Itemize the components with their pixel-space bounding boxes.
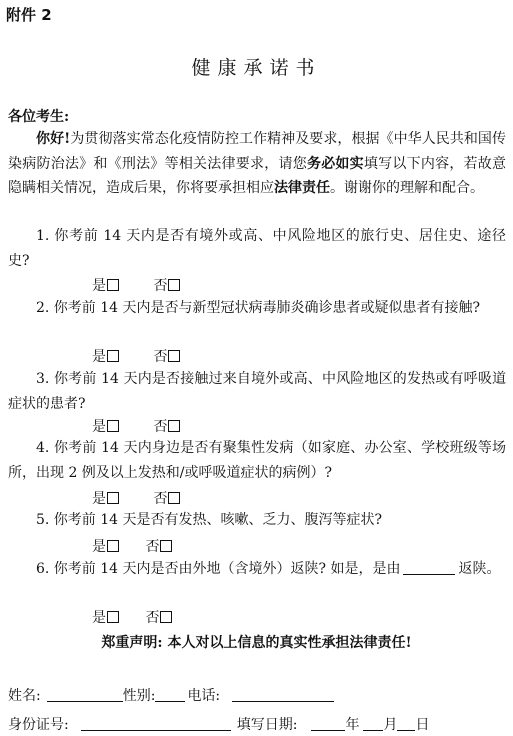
checkbox-icon[interactable] [107, 279, 119, 291]
answer-4-yes[interactable]: 是 [92, 488, 119, 508]
answer-6-no[interactable]: 否 [145, 607, 172, 627]
checkbox-icon[interactable] [168, 279, 180, 291]
answer-1 [92, 275, 180, 295]
answer-4 [92, 488, 180, 508]
answer-2-yes[interactable]: 是 [92, 346, 119, 366]
checkbox-icon[interactable] [168, 350, 180, 362]
question-2-text: 2. 你考前 14 天内是否与新型冠状病毒肺炎确诊患者或疑似患者有接触? [36, 300, 481, 316]
emphasis-legal-liability: 法律责任 [274, 180, 330, 196]
answer-3 [92, 416, 180, 436]
checkbox-icon[interactable] [107, 540, 119, 552]
gender-label: 性别: [122, 688, 156, 704]
year-field[interactable] [311, 716, 345, 731]
form-row-id-date [8, 714, 429, 734]
checkbox-icon[interactable] [168, 492, 180, 504]
question-6 [8, 557, 506, 582]
answer-5-no[interactable]: 否 [145, 536, 172, 556]
day-field[interactable] [397, 716, 415, 731]
answer-2 [92, 346, 180, 366]
intro-text-2: 填写以下内容，若故意隐瞒相关情况，造成后果，你将要承担相应 [8, 155, 507, 196]
day-label: 日 [415, 717, 430, 733]
form-row-personal [8, 685, 334, 705]
question-1 [8, 224, 506, 273]
name-label: 姓名: [8, 688, 41, 704]
gender-field[interactable] [155, 687, 185, 702]
intro-text-1: 为贯彻落实常态化疫情防控工作精神及要求，根据《中华人民共和国传染病防治法》和《刑法》等相关法律要求，请您 [8, 131, 506, 172]
greeting: 你好! [36, 131, 71, 147]
emphasis-truthful: 务必如实 [306, 155, 364, 172]
year-label: 年 [345, 717, 360, 733]
intro-paragraph [8, 127, 506, 201]
phone-label: 电话: [187, 688, 221, 704]
month-field[interactable] [363, 716, 383, 731]
answer-5-yes[interactable]: 是 [92, 536, 119, 556]
origin-blank[interactable] [403, 560, 455, 575]
answer-3-yes[interactable]: 是 [92, 416, 119, 436]
date-label: 填写日期: [236, 717, 298, 733]
answer-4-no[interactable]: 否 [153, 488, 180, 508]
question-5-text: 5. 你考前 14 天是否有发热、咳嗽、乏力、腹泻等症状? [36, 512, 383, 528]
question-6-text-end: 返陕。 [458, 561, 501, 577]
name-field[interactable] [47, 687, 123, 702]
question-4 [8, 436, 506, 485]
answer-5 [92, 536, 172, 556]
id-field[interactable] [81, 716, 231, 731]
intro-text-3: 。谢谢你的理解和配合。 [330, 180, 484, 196]
question-3 [8, 367, 506, 416]
attachment-label: 附件 2 [6, 6, 52, 24]
page-title: 健康承诺书 [191, 57, 322, 79]
answer-1-no[interactable]: 否 [153, 275, 180, 295]
checkbox-icon[interactable] [107, 611, 119, 623]
checkbox-icon[interactable] [107, 420, 119, 432]
checkbox-icon[interactable] [160, 611, 172, 623]
checkbox-icon[interactable] [107, 492, 119, 504]
declaration: 郑重声明: 本人对以上信息的真实性承担法律责任! [101, 635, 412, 651]
answer-1-yes[interactable]: 是 [92, 275, 119, 295]
answer-6-yes[interactable]: 是 [92, 607, 119, 627]
phone-field[interactable] [232, 687, 334, 702]
answer-3-no[interactable]: 否 [153, 416, 180, 436]
checkbox-icon[interactable] [160, 540, 172, 552]
salutation: 各位考生: [8, 109, 70, 125]
id-label: 身份证号: [8, 717, 69, 733]
checkbox-icon[interactable] [168, 420, 180, 432]
question-2 [8, 296, 506, 321]
month-label: 月 [383, 717, 398, 733]
question-1-text: 1. 你考前 14 天内是否有境外或高、中风险地区的旅行史、居住史、途径史? [8, 228, 506, 269]
checkbox-icon[interactable] [107, 350, 119, 362]
question-6-text: 6. 你考前 14 天内是否由外地（含境外）返陕? 如是，是由 [36, 561, 401, 577]
question-5 [8, 508, 506, 533]
answer-2-no[interactable]: 否 [153, 346, 180, 366]
answer-6 [92, 607, 172, 627]
question-4-text: 4. 你考前 14 天内身边是否有聚集性发病（如家庭、办公室、学校班级等场所，出现 2 例及以上发热和/或呼吸道症状的病例）? [8, 440, 506, 481]
question-3-text: 3. 你考前 14 天内是否接触过来自境外或高、中风险地区的发热或有呼吸道症状的患者? [8, 371, 506, 412]
